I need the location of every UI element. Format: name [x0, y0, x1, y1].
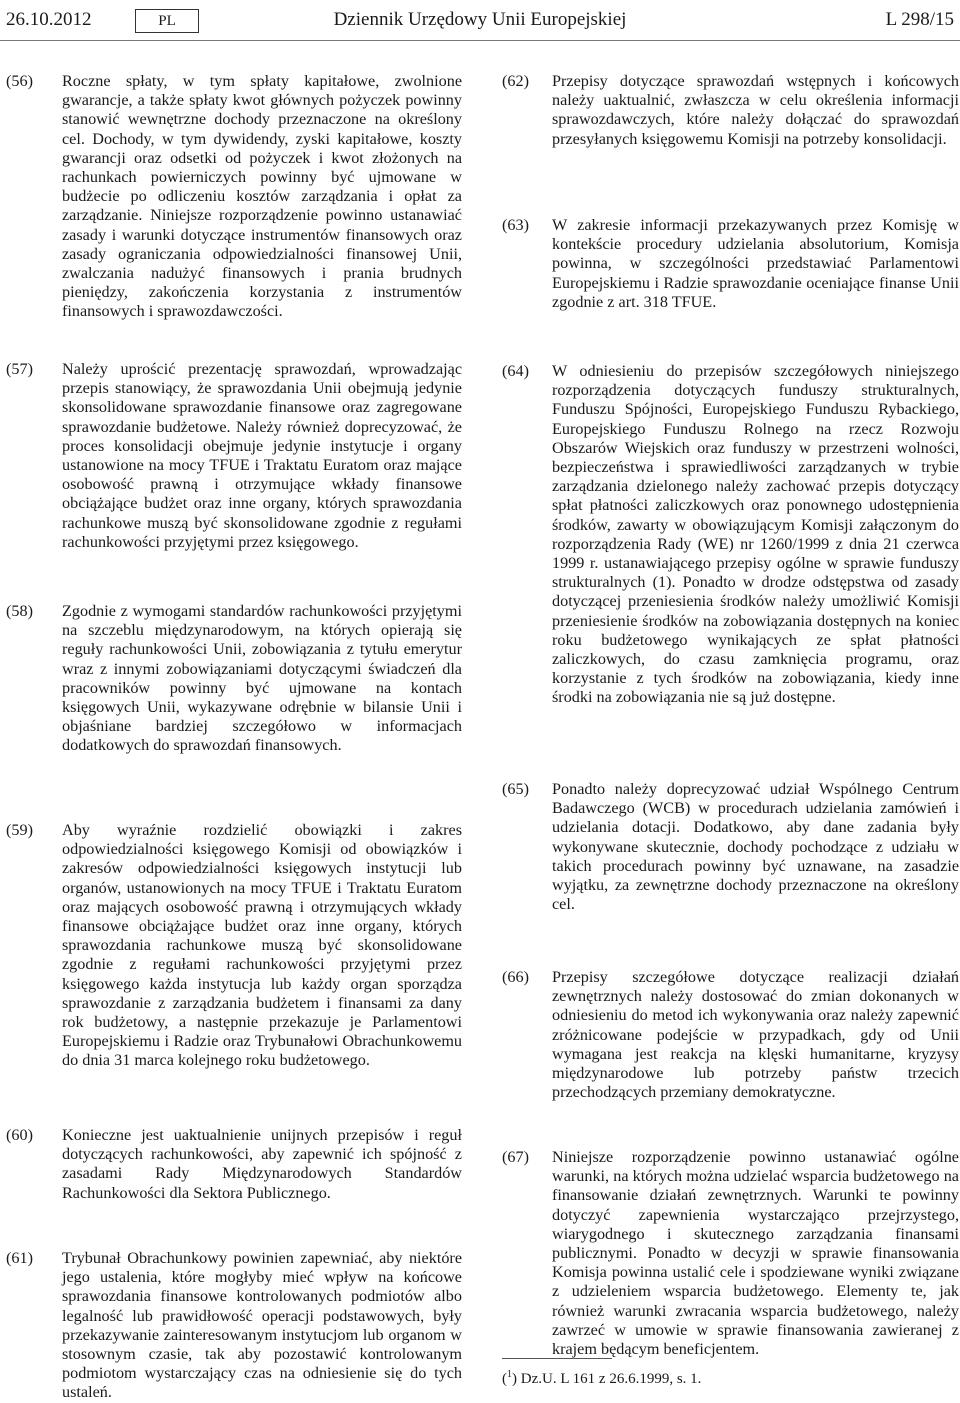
recital-number: (66)	[502, 968, 529, 986]
recital-text: Konieczne jest uaktualnienie unijnych przepisów i reguł dotyczących rachunkowości, aby zapewnić ich spójność z zasadami Rady Międzynarodowych Standardów Rachunkowości dla Sektora Publicznego.	[62, 1126, 462, 1202]
recital-text: Niniejsze rozporządzenie powinno ustanawiać ogólne warunki, na których można udzielać wsparcia budżetowego na finansowanie działań zewnętrznych. Warunki te powinny dotyczyć zapewnienia wystarczająco przejrzystego, wiarygodnego i skutecznego zarządzania finansami publicznymi. Ponadto w decyzji w sprawie finansowania Komisja powinna ustalić cele i spodziewane wyniki związane z udzieleniem wsparcia budżetowego. Elementy te, jak również warunki zwracania wsparcia budżetowego, należy zawrzeć w umowie w sprawie finansowania zawieranej z krajem będącym beneficjentem.	[552, 1148, 959, 1359]
recital-text: Aby wyraźnie rozdzielić obowiązki i zakres odpowiedzialności księgowego Komisji od obowiązków i zakresów odpowiedzialności księgowych instytucji lub organów, ustanowionych na mocy TFUE i Traktatu Euratom oraz mających osobowość prawną i otrzymujących wkłady finansowe obciążające budżet oraz inne organy, których sprawozdania rachunkowe muszą być skonsolidowane zgodnie z regułami rachunkowości przyjętymi przez księgowego każda instytucja lub każdy organ sporządza sprawozdanie z zarządzania budżetem i finansami za dany rok budżetowy, a następnie przekazuje je Parlamentowi Europejskiemu i Radzie oraz Trybunałowi Obrachunkowemu do dnia 31 marca kolejnego roku budżetowego.	[62, 821, 462, 1070]
recital-number: (63)	[502, 216, 529, 234]
language-badge: PL	[135, 9, 199, 33]
recital-number: (58)	[6, 602, 33, 620]
recital-number: (56)	[6, 72, 33, 90]
recital-number: (67)	[502, 1148, 529, 1166]
recital-text: W odniesieniu do przepisów szczegółowych niniejszego rozporządzenia dotyczących funduszy strukturalnych, Funduszu Spójności, Europejskiego Funduszu Rybackiego, Europejskiego Funduszu Rolnego na rzecz Rozwoju Obszarów Wiejskich oraz funduszy w przestrzeni wolności, bezpieczeństwa i sprawiedliwości zarządzanych w trybie zarządzania dzielonego należy zachować przepis dotyczący spłat płatności zaliczkowych oraz ponownego udostępnienia środków, zawarty w obowiązującym Komisji załączonym do rozporządzenia Rady (WE) nr 1260/1999 z dnia 21 czerwca 1999 r. ustanawiającego przepisy ogólne w sprawie funduszy strukturalnych (1). Ponadto w drodze odstępstwa od zasady dotyczącej przeniesienia środków należy umożliwić Komisji przeniesienie środków na zobowiązania dostępnych na koniec roku budżetowego wynikających ze spłat płatności zaliczkowych, do czasu zamknięcia programu, oraz korzystanie z tych środków na zobowiązania, kiedy inne środki na zobowiązania nie są już dostępne.	[552, 362, 959, 707]
recital-text: Ponadto należy doprecyzować udział Wspólnego Centrum Badawczego (WCB) w procedurach udzielania zamówień i udzielania dotacji. Dodatkowo, aby dane zadania były wykonywane skutecznie, dochody pochodzące z udziału w takich procedurach powinny być uznawane, na zasadzie wyjątku, za zewnętrzne dochody przeznaczone na określony cel.	[552, 780, 959, 914]
journal-title: Dziennik Urzędowy Unii Europejskiej	[333, 9, 627, 30]
recital-number: (62)	[502, 72, 529, 90]
recital-text: W zakresie informacji przekazywanych przez Komisję w kontekście procedury udzielania absolutorium, Komisja powinna, w szczególności przedstawiać Parlamentowi Europejskiemu i Radzie sprawozdanie oceniające finanse Unii zgodnie z art. 318 TFUE.	[552, 216, 959, 311]
recital-number: (59)	[6, 821, 33, 839]
recital-number: (60)	[6, 1126, 33, 1144]
footnote-text: Dz.U. L 161 z 26.6.1999, s. 1.	[520, 1371, 702, 1387]
publication-date: 26.10.2012	[6, 9, 92, 30]
recital-text: Zgodnie z wymogami standardów rachunkowości przyjętymi na szczeblu międzynarodowym, na których opierają się reguły rachunkowości Unii, zobowiązania z tytułu emerytur wraz z innymi zobowiązaniami dotyczącymi świadczeń dla pracowników powinny być ujmowane na kontach księgowych Unii, wykazywane odrębnie w bilansie Unii i objaśniane bardziej szczegółowo w informacjach dodatkowych do sprawozdań finansowych.	[62, 602, 462, 755]
header-rule	[0, 40, 960, 41]
recital-text: Trybunał Obrachunkowy powinien zapewniać, aby niektóre jego ustalenia, które mogłyby mieć wpływ na końcowe sprawozdania finansowe kontrolowanych podmiotów albo legalność lub prawidłowość operacji podstawowych, były przekazywanie zainteresowanym instytucjom lub organom w stosownym czasie, tak aby pozostawić kontrolowanym podmiotom wystarczający czas na odniesienie się do tych ustaleń.	[62, 1249, 462, 1402]
recital-text: Przepisy dotyczące sprawozdań wstępnych i końcowych należy uaktualnić, zwłaszcza w celu określenia informacji sprawozdawczych, które należy dołączać do sprawozdań przesyłanych księgowemu Komisji na potrzeby konsolidacji.	[552, 72, 959, 148]
recital-number: (57)	[6, 360, 33, 378]
page-header	[0, 0, 960, 40]
recital-text: Roczne spłaty, w tym spłaty kapitałowe, zwolnione gwarancje, a także spłaty kwot głównych pożyczek powinny stanowić wewnętrzne dochody przeznaczone na określony cel. Dochody, w tym dywidendy, zyski kapitałowe, koszty gwarancji oraz odsetki od pożyczek i kwot złożonych na rachunkach powierniczych powinny być ujmowane w budżecie po odliczeniu kosztów zarządzania i opłat za zarządzanie. Niniejsze rozporządzenie powinno ustanawiać zasady i warunki dotyczące instrumentów finansowych oraz zasady ograniczania odpowiedzialności finansowej Unii, zwalczania nadużyć finansowych i prania brudnych pieniędzy, zakończenia korzystania z instrumentów finansowych i sprawozdawczości.	[62, 72, 462, 321]
recital-text: Przepisy szczegółowe dotyczące realizacji działań zewnętrznych należy dostosować do zmian dokonanych w odniesieniu do metod ich wykonywania oraz należy zapewnić zróżnicowane podejście w przypadkach, gdy od Unii wymagana jest reakcja na klęski humanitarne, kryzysy międzynarodowe lub potrzeby państw trzecich przechodzących przemiany demokratyczne.	[552, 968, 959, 1102]
recital-number: (64)	[502, 362, 529, 380]
page-reference: L 298/15	[885, 9, 954, 30]
recital-text: Należy uprościć prezentację sprawozdań, wprowadzając przepis stanowiący, że sprawozdania Unii obejmują jedynie skonsolidowane sprawozdanie finansowe oraz zagregowane sprawozdanie budżetowe. Należy również doprecyzować, że proces konsolidacji obejmuje jedynie instytucje i organy ustanowione na mocy TFUE i Traktatu Euratom oraz mające osobowość prawną i otrzymujące wkłady finansowe obciążające budżet oraz inne organy, których sprawozdania rachunkowe muszą być skonsolidowane zgodnie z regułami rachunkowości przyjętymi przez księgowego.	[62, 360, 462, 551]
recital-number: (61)	[6, 1249, 33, 1267]
recital-number: (65)	[502, 780, 529, 798]
footnote-mark: 1	[507, 1369, 512, 1380]
footnote-rule	[502, 1358, 612, 1359]
footnote: ($^1$) Dz.U. L 161 z 26.6.1999, s. 1.	[502, 1369, 702, 1387]
